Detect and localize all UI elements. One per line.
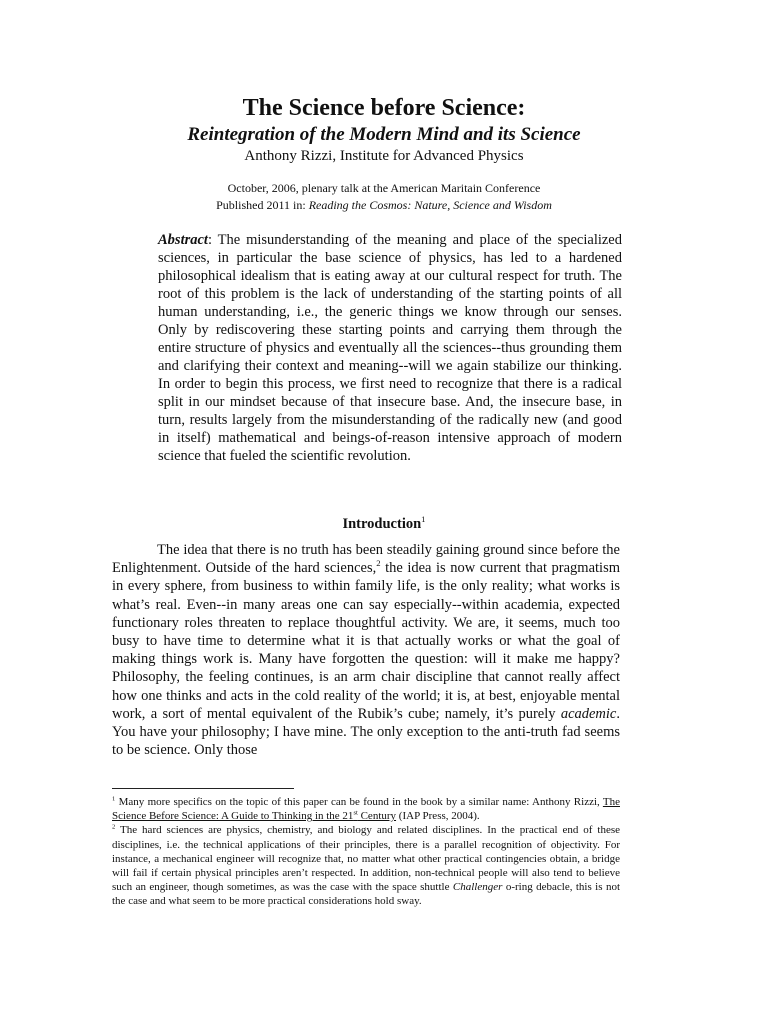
- publication-title: Reading the Cosmos: Nature, Science and Wisdom: [308, 198, 552, 212]
- author-line: Anthony Rizzi, Institute for Advanced Physics: [244, 148, 524, 164]
- book-title-ordinal: st: [353, 809, 358, 817]
- abstract-label: Abstract: [158, 232, 208, 248]
- paper-subtitle: Reintegration of the Modern Mind and its Science: [187, 124, 581, 145]
- footnote-2: [112, 823, 620, 908]
- footnote-2-number: 2: [112, 823, 116, 831]
- publication-info: [0, 197, 768, 213]
- intro-text-part2: the idea is now current that pragmatism in every sphere, from business to within family life, is the only reality; what works is what’s real. Even--in many areas one can say especially--within academia, expected functionary roles threaten to replace thoughtful activity. We are, it seems, much too busy to have time to determine what it is that actually works or what the goal of making things work is. Many have forgotten the question: will it make me happy? Philosophy, the feeling continues, is an arm chair discipline that cannot really affect how one thinks and acts in the cold reality of the world; it is, at best, enjoyable mental work, a sort of mental equivalent of the Rubik’s cube; namely, it’s purely: [112, 560, 621, 722]
- publication-prefix: Published 2011 in:: [216, 198, 309, 212]
- introduction-heading: [0, 515, 768, 533]
- abstract: [158, 231, 622, 465]
- footnote-1: [112, 795, 620, 823]
- footnote-1-number: 1: [112, 795, 116, 803]
- intro-emphasis: academic: [560, 705, 617, 722]
- footnote-2-text-b: o-ring debacle, this is not the case and what seem to be more practical considerations hold sway.: [112, 881, 620, 908]
- talk-info: October, 2006, plenary talk at the American Maritain Conference: [227, 181, 541, 195]
- book-title-part2: Century: [357, 810, 397, 823]
- intro-text-part3: . You have your philosophy; I have mine. The only exception to the anti-truth fad seems to be science. Only those: [112, 705, 620, 759]
- introduction-heading-text: Introduction: [342, 516, 422, 532]
- abstract-text: : The misunderstanding of the meaning and place of the specialized sciences, in particular the base science of physics, has led to a hardened philosophical idealism that is eating away at our cultural respect for truth. The root of this problem is the lack of understanding of the starting points of all human understanding, i.e., the generic things we know through our senses. Only by rediscovering these starting points and carrying them through the entire structure of physics and eventually all the sciences--thus grounding them and clarifying their context and meaning--will we again stabilize our thinking. In order to begin this process, we first need to recognize that there is a radical split in our mindset because of that insecure base. And, the insecure base, in turn, results largely from the misunderstanding of the radically new (and good in itself) mathematical and beings-of-reason intensive approach of modern science that fueled the scientific revolution.: [158, 232, 622, 464]
- paper-title: The Science before Science:: [242, 95, 526, 121]
- footnote-1-tail: (IAP Press, 2004).: [396, 810, 480, 823]
- footnote-ref-2[interactable]: 2: [376, 558, 381, 569]
- introduction-paragraph: [112, 541, 620, 759]
- book-title-part1: The Science Before Science: A Guide to Thinking in the 21: [112, 796, 620, 823]
- footnote-divider: [112, 788, 294, 789]
- footnote-1-text: Many more specifics on the topic of this paper can be found in the book by a similar name: Anthony Rizzi,: [115, 796, 603, 808]
- introduction-body: [112, 541, 620, 759]
- footnote-ref-1[interactable]: 1: [421, 514, 426, 525]
- intro-text-part1: The idea that there is no truth has been steadily gaining ground since before the Enlightenment. Outside of the hard sciences,: [112, 542, 620, 577]
- footnote-2-emphasis: Challenger: [452, 881, 503, 894]
- footnote-2-text-a: The hard sciences are physics, chemistry, and biology and related disciplines. In the practical end of these disciplines, i.e. the technical applications of their principles, there is a parallel recognition of objectivity. For instance, a mechanical engineer will recognize that, no matter what other practical contingencies obtain, a bridge will fail if certain physical principles aren’t respected. In addition, non-technical people will also tend to believe such an engineer, though sometimes, as was the case with the space shuttle: [112, 824, 620, 894]
- footnotes: [112, 795, 620, 909]
